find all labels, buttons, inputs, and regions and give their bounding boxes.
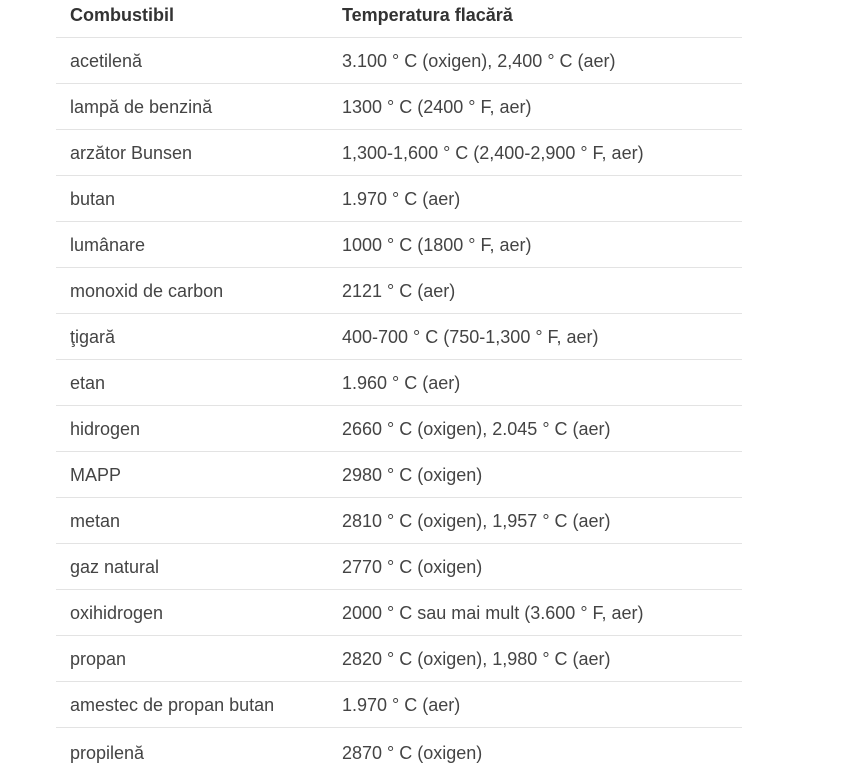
fuel-cell: lampă de benzină <box>70 96 213 117</box>
flame-temperature-table <box>56 0 742 768</box>
temperature-cell: 1300 ° C (2400 ° F, aer) <box>342 96 532 117</box>
fuel-cell: hidrogen <box>70 418 141 439</box>
table-row <box>56 176 742 222</box>
temperature-cell: 3.100 ° C (oxigen), 2,400 ° C (aer) <box>342 50 616 71</box>
temperature-cell: 1.970 ° C (aer) <box>342 694 461 715</box>
fuel-cell: etan <box>70 372 106 393</box>
table-row <box>56 406 742 452</box>
table-row <box>56 590 742 636</box>
table-row <box>56 544 742 590</box>
temperature-cell: 2870 ° C (oxigen) <box>342 743 483 763</box>
temperature-cell: 2121 ° C (aer) <box>342 280 456 301</box>
temperature-cell: 2000 ° C sau mai mult (3.600 ° F, aer) <box>342 602 644 623</box>
table-row <box>56 636 742 682</box>
fuel-cell: monoxid de carbon <box>70 280 224 301</box>
table-row <box>56 222 742 268</box>
fuel-cell: lumânare <box>70 234 146 255</box>
table-header-row <box>56 0 742 38</box>
fuel-cell: arzător Bunsen <box>70 142 193 163</box>
temperature-cell: 1.960 ° C (aer) <box>342 372 461 393</box>
header-temperature: Temperatura flacără <box>342 5 513 25</box>
header-fuel: Combustibil <box>70 5 174 25</box>
temperature-cell: 1,300-1,600 ° C (2,400-2,900 ° F, aer) <box>342 142 644 163</box>
fuel-cell: amestec de propan butan <box>70 694 275 715</box>
table-row <box>56 84 742 130</box>
fuel-cell: butan <box>70 188 116 209</box>
temperature-cell: 2810 ° C (oxigen), 1,957 ° C (aer) <box>342 510 611 531</box>
temperature-cell: 2770 ° C (oxigen) <box>342 556 483 577</box>
table-row <box>56 498 742 544</box>
table-row <box>56 728 742 768</box>
table-row <box>56 38 742 84</box>
temperature-cell: 2820 ° C (oxigen), 1,980 ° C (aer) <box>342 648 611 669</box>
fuel-cell: ţigară <box>70 326 116 347</box>
table-row <box>56 452 742 498</box>
temperature-cell: 1000 ° C (1800 ° F, aer) <box>342 234 532 255</box>
fuel-cell: propilenă <box>70 743 145 763</box>
temperature-cell: 1.970 ° C (aer) <box>342 188 461 209</box>
temperature-cell: 2660 ° C (oxigen), 2.045 ° C (aer) <box>342 418 611 439</box>
fuel-cell: propan <box>70 648 127 669</box>
temperature-cell: 2980 ° C (oxigen) <box>342 464 483 485</box>
table-row <box>56 268 742 314</box>
table-row <box>56 360 742 406</box>
table-row <box>56 682 742 728</box>
fuel-cell: metan <box>70 510 121 531</box>
fuel-cell: acetilenă <box>70 50 143 71</box>
table-row <box>56 314 742 360</box>
temperature-cell: 400-700 ° C (750-1,300 ° F, aer) <box>342 326 599 347</box>
fuel-cell: gaz natural <box>70 556 160 577</box>
fuel-cell: MAPP <box>70 464 122 485</box>
table-row <box>56 130 742 176</box>
fuel-cell: oxihidrogen <box>70 602 164 623</box>
